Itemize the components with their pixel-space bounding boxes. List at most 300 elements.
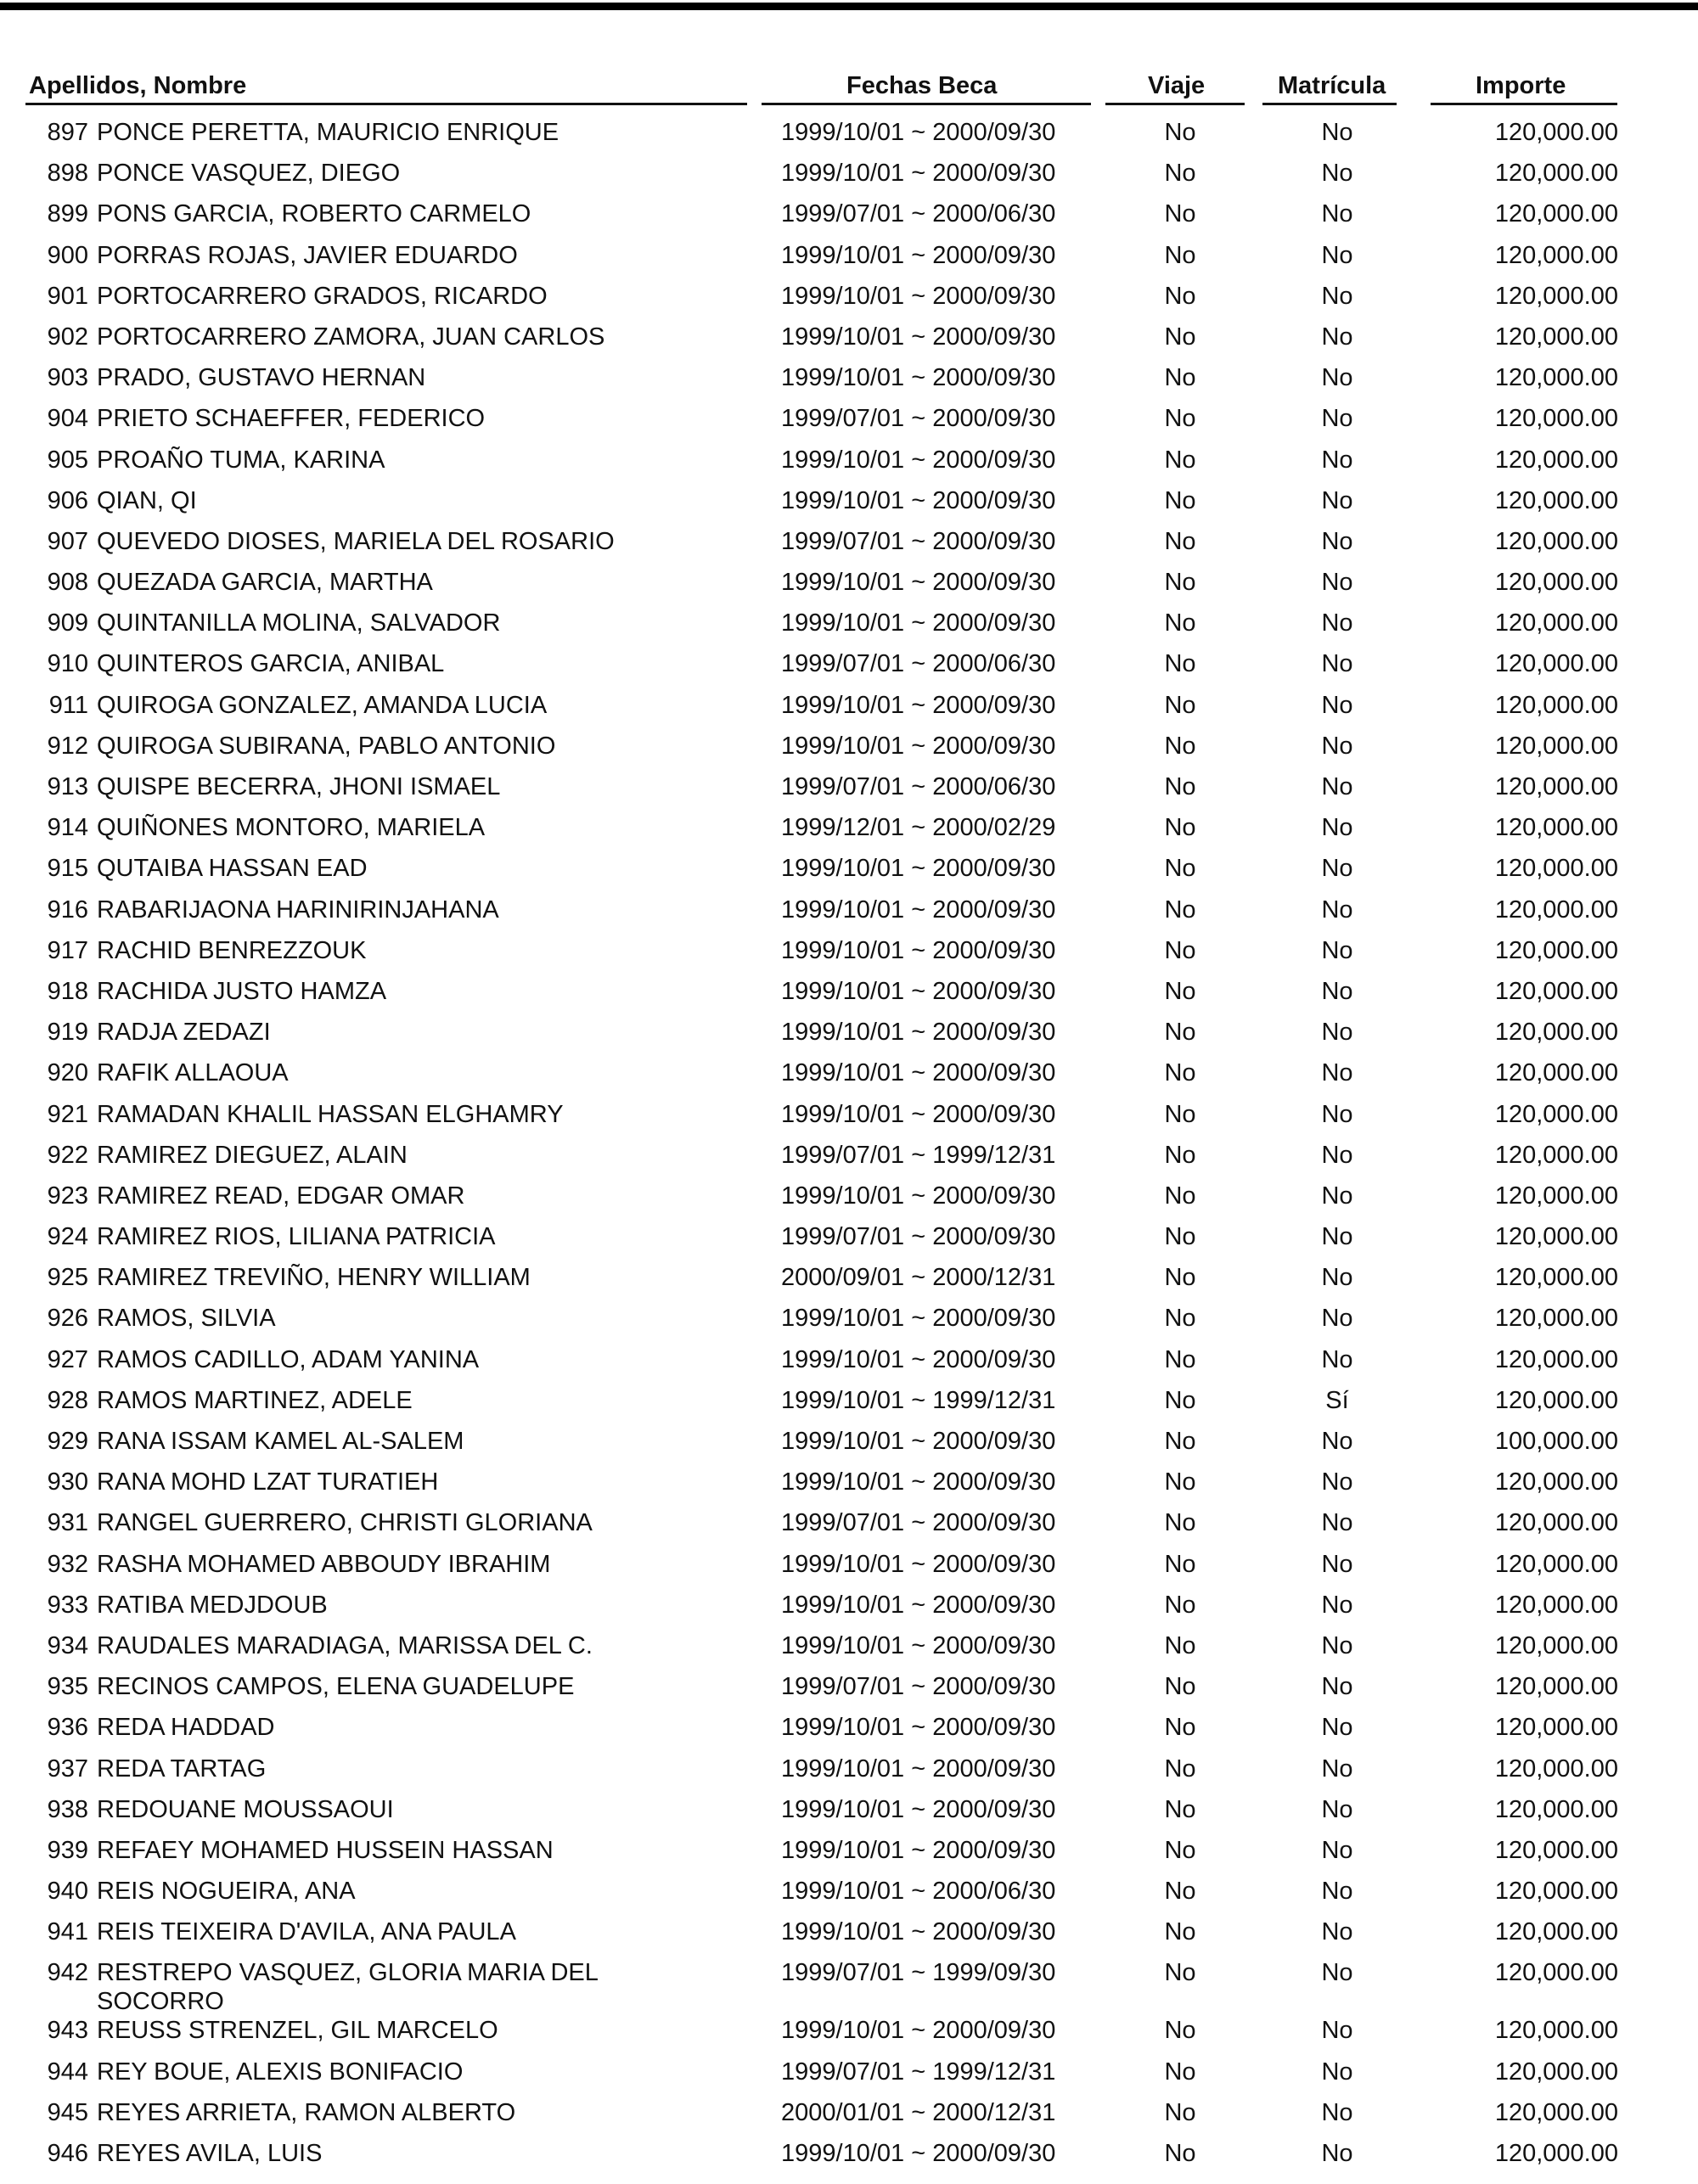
row-dates: 1999/07/01 ~ 2000/09/30 <box>781 1509 1056 1537</box>
row-dates: 1999/10/01 ~ 2000/09/30 <box>781 1182 1056 1210</box>
row-viaje: No <box>1164 1631 1196 1659</box>
table-row <box>0 402 1698 443</box>
table-row <box>0 1180 1698 1221</box>
row-viaje: No <box>1164 486 1196 514</box>
row-matricula: No <box>1321 1714 1353 1742</box>
header-matricula-underline <box>1262 103 1397 105</box>
row-number: 943 <box>47 2017 88 2045</box>
table-row <box>0 2056 1698 2097</box>
row-dates: 1999/10/01 ~ 2000/09/30 <box>781 1019 1056 1047</box>
row-name: REDA TARTAG <box>97 1754 267 1783</box>
row-matricula: No <box>1321 1959 1353 1987</box>
row-matricula: No <box>1321 486 1353 514</box>
table-row <box>0 485 1698 525</box>
row-name: RAMIREZ TREVIÑO, HENRY WILLIAM <box>97 1264 531 1292</box>
row-importe: 120,000.00 <box>1494 486 1618 514</box>
row-matricula: No <box>1321 2058 1353 2086</box>
row-matricula: No <box>1321 1795 1353 1823</box>
row-name: RASHA MOHAMED ABBOUDY IBRAHIM <box>97 1550 551 1578</box>
row-importe: 120,000.00 <box>1494 446 1618 474</box>
row-importe: 120,000.00 <box>1494 282 1618 310</box>
row-viaje: No <box>1164 895 1196 924</box>
row-importe: 120,000.00 <box>1494 2140 1618 2167</box>
row-matricula: No <box>1321 1878 1353 1906</box>
row-importe: 120,000.00 <box>1494 936 1618 964</box>
row-matricula: No <box>1321 119 1353 146</box>
row-number: 944 <box>47 2058 88 2086</box>
row-dates: 1999/10/01 ~ 2000/09/30 <box>781 1795 1056 1823</box>
row-viaje: No <box>1164 2017 1196 2045</box>
row-matricula: No <box>1321 1918 1353 1946</box>
row-matricula: No <box>1321 405 1353 433</box>
row-matricula: No <box>1321 977 1353 1005</box>
row-viaje: No <box>1164 814 1196 842</box>
row-importe: 120,000.00 <box>1494 609 1618 637</box>
row-number: 926 <box>47 1305 88 1333</box>
row-name: QUINTEROS GARCIA, ANIBAL <box>97 650 445 678</box>
row-number: 911 <box>48 691 88 719</box>
row-importe: 120,000.00 <box>1494 1878 1618 1906</box>
row-viaje: No <box>1164 405 1196 433</box>
row-name: RANGEL GUERRERO, CHRISTI GLORIANA <box>97 1509 593 1537</box>
row-viaje: No <box>1164 650 1196 678</box>
row-name: QUINTANILLA MOLINA, SALVADOR <box>97 609 501 637</box>
row-name: RESTREPO VASQUEZ, GLORIA MARIA DEL SOCORRO <box>97 1959 598 2016</box>
row-importe: 120,000.00 <box>1494 1673 1618 1701</box>
row-dates: 1999/10/01 ~ 2000/09/30 <box>781 977 1056 1005</box>
row-matricula: No <box>1321 1631 1353 1659</box>
row-matricula: No <box>1321 773 1353 800</box>
row-name: REUSS STRENZEL, GIL MARCELO <box>97 2017 498 2045</box>
row-matricula: No <box>1321 691 1353 719</box>
row-name: QUIROGA SUBIRANA, PABLO ANTONIO <box>97 732 556 760</box>
row-importe: 120,000.00 <box>1494 1345 1618 1373</box>
row-dates: 1999/10/01 ~ 2000/09/30 <box>781 241 1056 269</box>
header-viaje: Viaje <box>1148 72 1206 99</box>
row-dates: 1999/10/01 ~ 2000/09/30 <box>781 282 1056 310</box>
row-importe: 120,000.00 <box>1494 323 1618 351</box>
row-dates: 1999/10/01 ~ 2000/09/30 <box>781 732 1056 760</box>
row-name: RADJA ZEDAZI <box>97 1019 271 1047</box>
row-number: 932 <box>47 1550 88 1578</box>
row-dates: 1999/07/01 ~ 2000/06/30 <box>781 200 1056 228</box>
row-viaje: No <box>1164 241 1196 269</box>
row-number: 925 <box>47 1264 88 1292</box>
row-dates: 1999/10/01 ~ 2000/09/30 <box>781 323 1056 351</box>
row-number: 902 <box>47 323 88 351</box>
row-number: 921 <box>47 1100 88 1128</box>
row-importe: 120,000.00 <box>1494 1182 1618 1210</box>
row-number: 920 <box>47 1059 88 1087</box>
row-importe: 120,000.00 <box>1494 895 1618 924</box>
row-name: PROAÑO TUMA, KARINA <box>97 446 385 474</box>
row-name: RAMOS MARTINEZ, ADELE <box>97 1386 413 1414</box>
row-number: 898 <box>47 160 88 188</box>
table-row <box>0 1834 1698 1875</box>
header-viaje-underline <box>1105 103 1245 105</box>
row-name: RAMOS, SILVIA <box>97 1305 276 1333</box>
row-number: 907 <box>47 527 88 555</box>
row-importe: 120,000.00 <box>1494 977 1618 1005</box>
row-viaje: No <box>1164 2098 1196 2126</box>
row-name: RACHID BENREZZOUK <box>97 936 367 964</box>
row-name: REYES AVILA, LUIS <box>97 2140 323 2167</box>
table-row <box>0 1630 1698 1670</box>
row-dates: 1999/10/01 ~ 2000/09/30 <box>781 446 1056 474</box>
row-number: 897 <box>47 119 88 146</box>
table-row <box>0 1916 1698 1957</box>
table-row <box>0 771 1698 811</box>
row-matricula: No <box>1321 446 1353 474</box>
row-matricula: No <box>1321 1223 1353 1251</box>
row-viaje: No <box>1164 773 1196 800</box>
row-importe: 120,000.00 <box>1494 855 1618 883</box>
row-dates: 1999/10/01 ~ 2000/09/30 <box>781 1631 1056 1659</box>
row-importe: 120,000.00 <box>1494 1509 1618 1537</box>
row-name: QUEVEDO DIOSES, MARIELA DEL ROSARIO <box>97 527 615 555</box>
row-viaje: No <box>1164 1141 1196 1169</box>
row-matricula: No <box>1321 650 1353 678</box>
row-viaje: No <box>1164 1550 1196 1578</box>
table-row <box>0 1057 1698 1098</box>
row-importe: 120,000.00 <box>1494 1550 1618 1578</box>
row-dates: 1999/10/01 ~ 2000/09/30 <box>781 1468 1056 1496</box>
row-viaje: No <box>1164 1345 1196 1373</box>
row-importe: 120,000.00 <box>1494 1059 1618 1087</box>
row-importe: 120,000.00 <box>1494 569 1618 597</box>
row-name: QUTAIBA HASSAN EAD <box>97 855 368 883</box>
table-row <box>0 525 1698 566</box>
row-number: 929 <box>47 1428 88 1455</box>
row-dates: 1999/10/01 ~ 1999/12/31 <box>781 1386 1056 1414</box>
row-matricula: Sí <box>1325 1386 1349 1414</box>
row-name: PORRAS ROJAS, JAVIER EDUARDO <box>97 241 518 269</box>
row-viaje: No <box>1164 1591 1196 1619</box>
row-number: 933 <box>47 1591 88 1619</box>
row-viaje: No <box>1164 1182 1196 1210</box>
row-importe: 120,000.00 <box>1494 1141 1618 1169</box>
row-dates: 1999/07/01 ~ 2000/09/30 <box>781 1223 1056 1251</box>
table-row <box>0 198 1698 239</box>
row-number: 913 <box>47 773 88 800</box>
row-number: 904 <box>47 405 88 433</box>
row-name: RAMOS CADILLO, ADAM YANINA <box>97 1345 480 1373</box>
table-row <box>0 566 1698 607</box>
row-dates: 1999/10/01 ~ 2000/09/30 <box>781 1428 1056 1455</box>
grant-table-body <box>0 116 1698 2178</box>
row-importe: 120,000.00 <box>1494 2017 1618 2045</box>
row-name: REDOUANE MOUSSAOUI <box>97 1795 394 1823</box>
row-importe: 120,000.00 <box>1494 1591 1618 1619</box>
row-viaje: No <box>1164 1100 1196 1128</box>
table-row <box>0 2137 1698 2178</box>
row-matricula: No <box>1321 855 1353 883</box>
row-dates: 1999/10/01 ~ 2000/09/30 <box>781 569 1056 597</box>
row-importe: 120,000.00 <box>1494 691 1618 719</box>
row-name: REDA HADDAD <box>97 1714 275 1742</box>
table-row <box>0 894 1698 935</box>
row-number: 938 <box>47 1795 88 1823</box>
row-importe: 120,000.00 <box>1494 405 1618 433</box>
row-viaje: No <box>1164 855 1196 883</box>
row-dates: 1999/10/01 ~ 2000/09/30 <box>781 2140 1056 2167</box>
row-viaje: No <box>1164 1673 1196 1701</box>
row-name: QUIROGA GONZALEZ, AMANDA LUCIA <box>97 691 548 719</box>
row-importe: 120,000.00 <box>1494 650 1618 678</box>
row-matricula: No <box>1321 609 1353 637</box>
table-row <box>0 116 1698 157</box>
table-row <box>0 280 1698 321</box>
row-name: RAMIREZ RIOS, LILIANA PATRICIA <box>97 1223 496 1251</box>
row-dates: 1999/07/01 ~ 1999/09/30 <box>781 1959 1056 1987</box>
table-row <box>0 1670 1698 1711</box>
row-name: QUEZADA GARCIA, MARTHA <box>97 569 433 597</box>
row-viaje: No <box>1164 1428 1196 1455</box>
row-matricula: No <box>1321 241 1353 269</box>
row-viaje: No <box>1164 1795 1196 1823</box>
row-importe: 120,000.00 <box>1494 1959 1618 1987</box>
row-name: QUIÑONES MONTORO, MARIELA <box>97 814 486 842</box>
row-importe: 120,000.00 <box>1494 160 1618 188</box>
row-viaje: No <box>1164 446 1196 474</box>
row-dates: 2000/09/01 ~ 2000/12/31 <box>781 1264 1056 1292</box>
row-dates: 1999/10/01 ~ 2000/09/30 <box>781 119 1056 146</box>
header-matricula: Matrícula <box>1278 72 1386 99</box>
row-importe: 120,000.00 <box>1494 200 1618 228</box>
row-matricula: No <box>1321 1591 1353 1619</box>
table-row <box>0 1507 1698 1547</box>
row-importe: 120,000.00 <box>1494 1795 1618 1823</box>
row-name: REIS TEIXEIRA D'AVILA, ANA PAULA <box>97 1918 516 1946</box>
row-number: 919 <box>47 1019 88 1047</box>
row-number: 945 <box>47 2098 88 2126</box>
table-row <box>0 157 1698 198</box>
row-number: 927 <box>47 1345 88 1373</box>
row-dates: 1999/10/01 ~ 2000/09/30 <box>781 160 1056 188</box>
row-number: 937 <box>47 1754 88 1783</box>
row-matricula: No <box>1321 732 1353 760</box>
row-matricula: No <box>1321 1345 1353 1373</box>
row-matricula: No <box>1321 364 1353 392</box>
row-matricula: No <box>1321 1100 1353 1128</box>
row-number: 924 <box>47 1223 88 1251</box>
row-importe: 120,000.00 <box>1494 732 1618 760</box>
row-dates: 1999/10/01 ~ 2000/09/30 <box>781 1714 1056 1742</box>
table-row <box>0 811 1698 852</box>
row-matricula: No <box>1321 1059 1353 1087</box>
row-number: 905 <box>47 446 88 474</box>
row-importe: 100,000.00 <box>1494 1428 1618 1455</box>
row-dates: 1999/10/01 ~ 2000/09/30 <box>781 895 1056 924</box>
row-name: QUISPE BECERRA, JHONI ISMAEL <box>97 773 501 800</box>
row-dates: 1999/07/01 ~ 2000/09/30 <box>781 527 1056 555</box>
row-matricula: No <box>1321 1509 1353 1537</box>
row-dates: 1999/10/01 ~ 2000/09/30 <box>781 1100 1056 1128</box>
row-number: 908 <box>47 569 88 597</box>
row-number: 946 <box>47 2140 88 2167</box>
row-dates: 1999/10/01 ~ 2000/09/30 <box>781 1754 1056 1783</box>
row-viaje: No <box>1164 527 1196 555</box>
row-importe: 120,000.00 <box>1494 814 1618 842</box>
row-dates: 1999/10/01 ~ 2000/09/30 <box>781 2017 1056 2045</box>
row-matricula: No <box>1321 2140 1353 2167</box>
row-viaje: No <box>1164 282 1196 310</box>
row-name: RECINOS CAMPOS, ELENA GUADELUPE <box>97 1673 575 1701</box>
table-row <box>0 975 1698 1016</box>
table-row <box>0 239 1698 280</box>
row-number: 936 <box>47 1714 88 1742</box>
row-number: 906 <box>47 486 88 514</box>
row-name: RAMIREZ READ, EDGAR OMAR <box>97 1182 465 1210</box>
table-row <box>0 321 1698 362</box>
table-row <box>0 362 1698 402</box>
row-matricula: No <box>1321 282 1353 310</box>
table-row <box>0 1957 1698 2014</box>
row-viaje: No <box>1164 732 1196 760</box>
row-number: 918 <box>47 977 88 1005</box>
row-number: 928 <box>47 1386 88 1414</box>
table-row <box>0 852 1698 893</box>
row-matricula: No <box>1321 1550 1353 1578</box>
row-importe: 120,000.00 <box>1494 1468 1618 1496</box>
row-name: RAUDALES MARADIAGA, MARISSA DEL C. <box>97 1631 593 1659</box>
row-dates: 2000/01/01 ~ 2000/12/31 <box>781 2098 1056 2126</box>
row-matricula: No <box>1321 1019 1353 1047</box>
row-importe: 120,000.00 <box>1494 364 1618 392</box>
table-row <box>0 1016 1698 1057</box>
row-number: 940 <box>47 1878 88 1906</box>
row-viaje: No <box>1164 1264 1196 1292</box>
row-importe: 120,000.00 <box>1494 1836 1618 1864</box>
row-dates: 1999/12/01 ~ 2000/02/29 <box>781 814 1056 842</box>
row-importe: 120,000.00 <box>1494 1386 1618 1414</box>
row-matricula: No <box>1321 1673 1353 1701</box>
row-viaje: No <box>1164 569 1196 597</box>
row-matricula: No <box>1321 2098 1353 2126</box>
row-viaje: No <box>1164 1019 1196 1047</box>
row-number: 941 <box>47 1918 88 1946</box>
row-dates: 1999/10/01 ~ 2000/09/30 <box>781 486 1056 514</box>
row-number: 942 <box>47 1959 88 1987</box>
row-name: PORTOCARRERO ZAMORA, JUAN CARLOS <box>97 323 605 351</box>
row-dates: 1999/10/01 ~ 2000/09/30 <box>781 1918 1056 1946</box>
row-viaje: No <box>1164 977 1196 1005</box>
row-importe: 120,000.00 <box>1494 1754 1618 1783</box>
table-row <box>0 1384 1698 1425</box>
top-rule <box>0 3 1698 10</box>
row-viaje: No <box>1164 1059 1196 1087</box>
row-importe: 120,000.00 <box>1494 1223 1618 1251</box>
row-matricula: No <box>1321 1305 1353 1333</box>
row-name: PONCE VASQUEZ, DIEGO <box>97 160 401 188</box>
table-row <box>0 648 1698 688</box>
table-row <box>0 730 1698 771</box>
table-row <box>0 1344 1698 1384</box>
row-importe: 120,000.00 <box>1494 119 1618 146</box>
row-matricula: No <box>1321 569 1353 597</box>
row-name: QIAN, QI <box>97 486 197 514</box>
row-name: RACHIDA JUSTO HAMZA <box>97 977 387 1005</box>
table-row <box>0 1589 1698 1630</box>
table-row <box>0 2097 1698 2137</box>
row-number: 939 <box>47 1836 88 1864</box>
row-viaje: No <box>1164 364 1196 392</box>
row-dates: 1999/10/01 ~ 2000/09/30 <box>781 1591 1056 1619</box>
table-row <box>0 607 1698 648</box>
row-number: 931 <box>47 1509 88 1537</box>
row-number: 910 <box>47 650 88 678</box>
row-number: 914 <box>47 814 88 842</box>
table-row <box>0 444 1698 485</box>
row-viaje: No <box>1164 160 1196 188</box>
row-name: REY BOUE, ALEXIS BONIFACIO <box>97 2058 464 2086</box>
row-dates: 1999/07/01 ~ 2000/06/30 <box>781 773 1056 800</box>
row-dates: 1999/10/01 ~ 2000/09/30 <box>781 609 1056 637</box>
row-number: 909 <box>47 609 88 637</box>
row-importe: 120,000.00 <box>1494 2098 1618 2126</box>
row-name: RANA ISSAM KAMEL AL-SALEM <box>97 1428 464 1455</box>
row-name: RAMIREZ DIEGUEZ, ALAIN <box>97 1141 408 1169</box>
row-viaje: No <box>1164 1878 1196 1906</box>
row-dates: 1999/10/01 ~ 2000/09/30 <box>781 936 1056 964</box>
row-dates: 1999/10/01 ~ 2000/06/30 <box>781 1878 1056 1906</box>
row-importe: 120,000.00 <box>1494 1019 1618 1047</box>
header-name-underline <box>25 103 747 105</box>
table-row <box>0 1466 1698 1507</box>
row-matricula: No <box>1321 1468 1353 1496</box>
row-viaje: No <box>1164 1836 1196 1864</box>
table-row <box>0 1711 1698 1752</box>
row-number: 922 <box>47 1141 88 1169</box>
row-name: PONS GARCIA, ROBERTO CARMELO <box>97 200 531 228</box>
row-matricula: No <box>1321 527 1353 555</box>
row-matricula: No <box>1321 323 1353 351</box>
row-number: 915 <box>47 855 88 883</box>
header-importe-underline <box>1431 103 1617 105</box>
row-dates: 1999/07/01 ~ 2000/06/30 <box>781 650 1056 678</box>
row-dates: 1999/07/01 ~ 1999/12/31 <box>781 1141 1056 1169</box>
row-matricula: No <box>1321 814 1353 842</box>
row-matricula: No <box>1321 200 1353 228</box>
table-row <box>0 1139 1698 1180</box>
row-importe: 120,000.00 <box>1494 527 1618 555</box>
row-viaje: No <box>1164 2140 1196 2167</box>
row-matricula: No <box>1321 1754 1353 1783</box>
header-name: Apellidos, Nombre <box>29 72 247 99</box>
table-row <box>0 1302 1698 1343</box>
row-dates: 1999/07/01 ~ 2000/09/30 <box>781 1673 1056 1701</box>
row-dates: 1999/07/01 ~ 2000/09/30 <box>781 405 1056 433</box>
row-name: PRIETO SCHAEFFER, FEDERICO <box>97 405 486 433</box>
table-row <box>0 689 1698 730</box>
row-number: 912 <box>47 732 88 760</box>
row-name: RATIBA MEDJDOUB <box>97 1591 328 1619</box>
row-number: 935 <box>47 1673 88 1701</box>
row-dates: 1999/10/01 ~ 2000/09/30 <box>781 691 1056 719</box>
row-viaje: No <box>1164 691 1196 719</box>
row-name: REYES ARRIETA, RAMON ALBERTO <box>97 2098 516 2126</box>
row-importe: 120,000.00 <box>1494 1100 1618 1128</box>
table-row <box>0 1261 1698 1302</box>
row-importe: 120,000.00 <box>1494 241 1618 269</box>
table-row <box>0 935 1698 975</box>
row-viaje: No <box>1164 936 1196 964</box>
row-name: REFAEY MOHAMED HUSSEIN HASSAN <box>97 1836 554 1864</box>
row-importe: 120,000.00 <box>1494 1918 1618 1946</box>
row-viaje: No <box>1164 609 1196 637</box>
row-matricula: No <box>1321 1141 1353 1169</box>
row-name: PORTOCARRERO GRADOS, RICARDO <box>97 282 548 310</box>
